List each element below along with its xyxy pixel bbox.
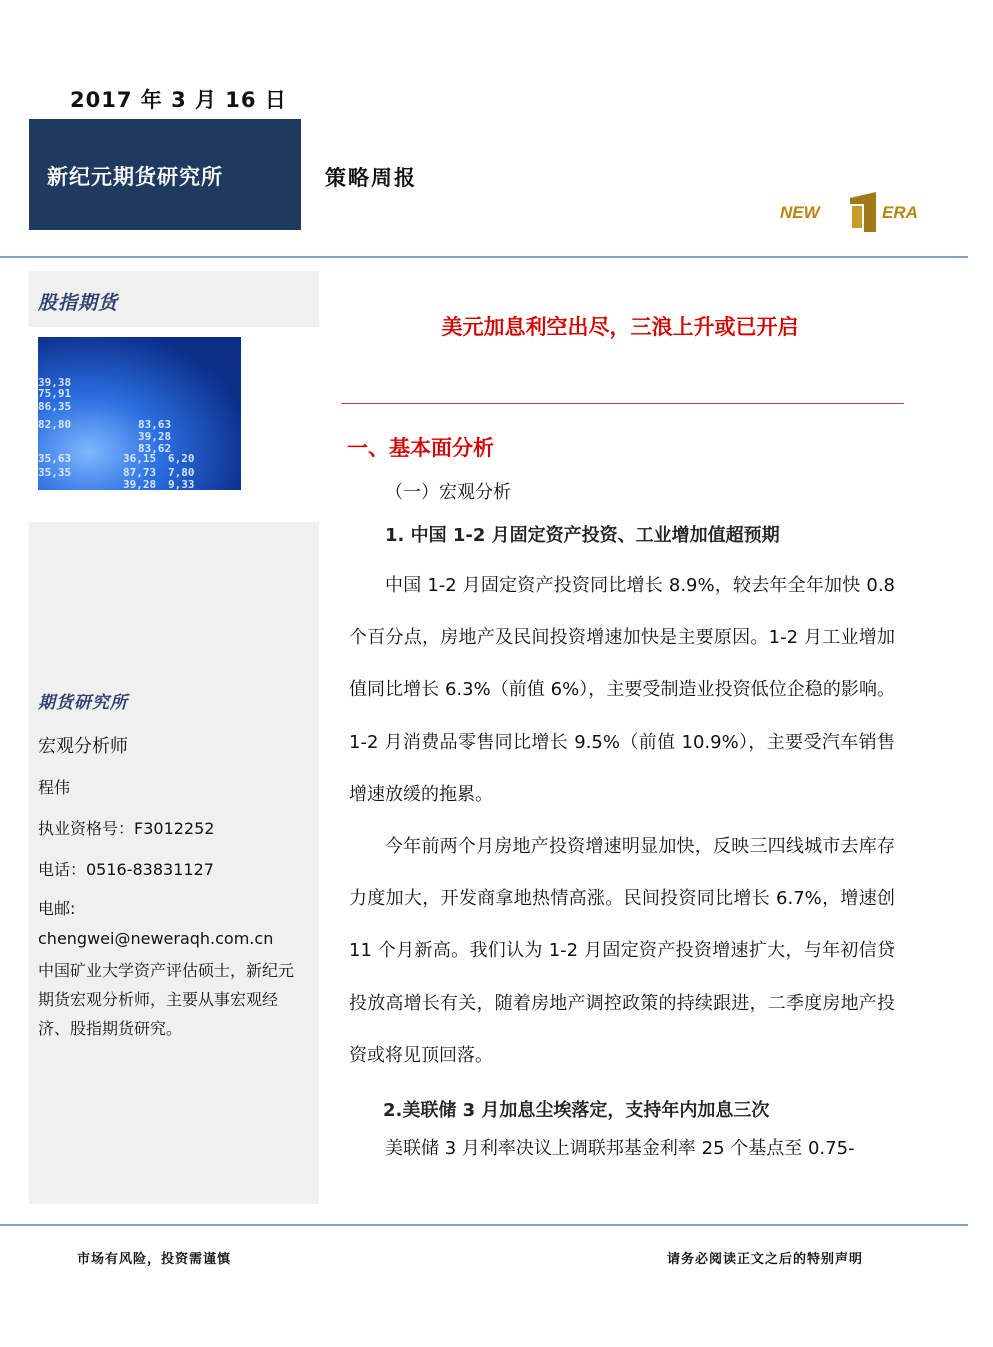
stock-board-number: 9,33 [168,478,195,490]
headline-divider [341,403,904,404]
stock-board-number: 83,63 [138,418,172,431]
analyst-section-title: 期货研究所 [38,693,128,713]
stock-board-number: 75,91 [38,387,72,400]
paragraph-3: 美联储 3 月利率决议上调联邦基金利率 25 个基点至 0.75- [385,1138,855,1159]
category-box [29,271,319,327]
institute-name: 新纪元期货研究所 [47,164,223,189]
stock-board-number: 86,35 [38,400,72,413]
analyst-email[interactable]: chengwei@neweraqh.com.cn [38,929,274,948]
disclaimer-notice: 请务必阅读正文之后的特别声明 [667,1252,864,1267]
analyst-name: 程伟 [38,778,71,797]
institute-banner [29,119,301,230]
category-label: 股指期货 [38,292,119,314]
header-divider [0,256,968,258]
footer-divider [0,1224,968,1226]
analyst-bio: 中国矿业大学资产评估硕士，新纪元期货宏观分析师，主要从事宏观经济、股指期货研究。 [38,961,295,1038]
stock-board-number: 83,62 [138,442,172,455]
analyst-phone: 电话：0516-83831127 [38,860,214,879]
analyst-email-label: 电邮: [38,899,76,918]
stock-board-number: 35,35 [38,466,72,479]
paragraph-1: 中国 1-2 月固定资产投资同比增长 8.9%，较去年全年加快 0.8 个百分点，房地产及民间投资增速加快是主要原因。1-2 月工业增加值同比增长 6.3%（前值 6%），主要受制造业投资低位企稳的影响。1-2 月消费品零售同比增长 9.5%（前值 10.9%），主要受汽车销售增速放缓的拖累。 [349,575,895,805]
topic-heading-2: 2.美联储 3 月加息尘埃落定，支持年内加息三次 [383,1100,770,1121]
stock-board-number: 7,80 [168,466,195,479]
logo-text-era: ERA [882,203,918,222]
stock-board-number: 6,20 [168,452,195,465]
stock-board-number: 39,28 [138,430,172,443]
stock-board-number: 36,15 [123,452,157,465]
stock-board-number: 82,80 [38,418,72,431]
stock-board-number: 39,38 [38,376,72,389]
paragraph-2: 今年前两个月房地产投资增速明显加快，反映三四线城市去库存力度加大，开发商拿地热情高涨。民间投资同比增长 6.7%，增速创 11 个月新高。我们认为 1-2 月固定资产投资增速扩大，与年初信贷投放高增长有关，随着房地产调控政策的持续跟进，二季度房地产投资或将见顶回落。 [349,836,895,1066]
stock-board-graphic [38,337,241,490]
logo-text-new: NEW [780,203,820,222]
topic-heading-1: 1. 中国 1-2 月固定资产投资、工业增加值超预期 [385,525,780,546]
section-heading: 一、基本面分析 [347,436,494,460]
report-date: 2017 年 3 月 16 日 [70,88,287,112]
stock-board-image [38,337,241,490]
stock-board-number: 35,63 [38,452,72,465]
subsection-heading: （一）宏观分析 [385,482,511,503]
report-type: 策略周报 [325,165,417,190]
analyst-role: 宏观分析师 [38,736,128,757]
risk-notice: 市场有风险，投资需谨慎 [77,1252,232,1267]
report-headline: 美元加息利空出尽，三浪上升或已开启 [441,315,799,339]
analyst-license: 执业资格号：F3012252 [38,819,215,838]
stock-board-number: 39,28 [123,478,157,490]
analyst-box [29,522,319,1204]
stock-board-number: 87,73 [123,466,157,479]
new-era-logo [780,192,952,236]
